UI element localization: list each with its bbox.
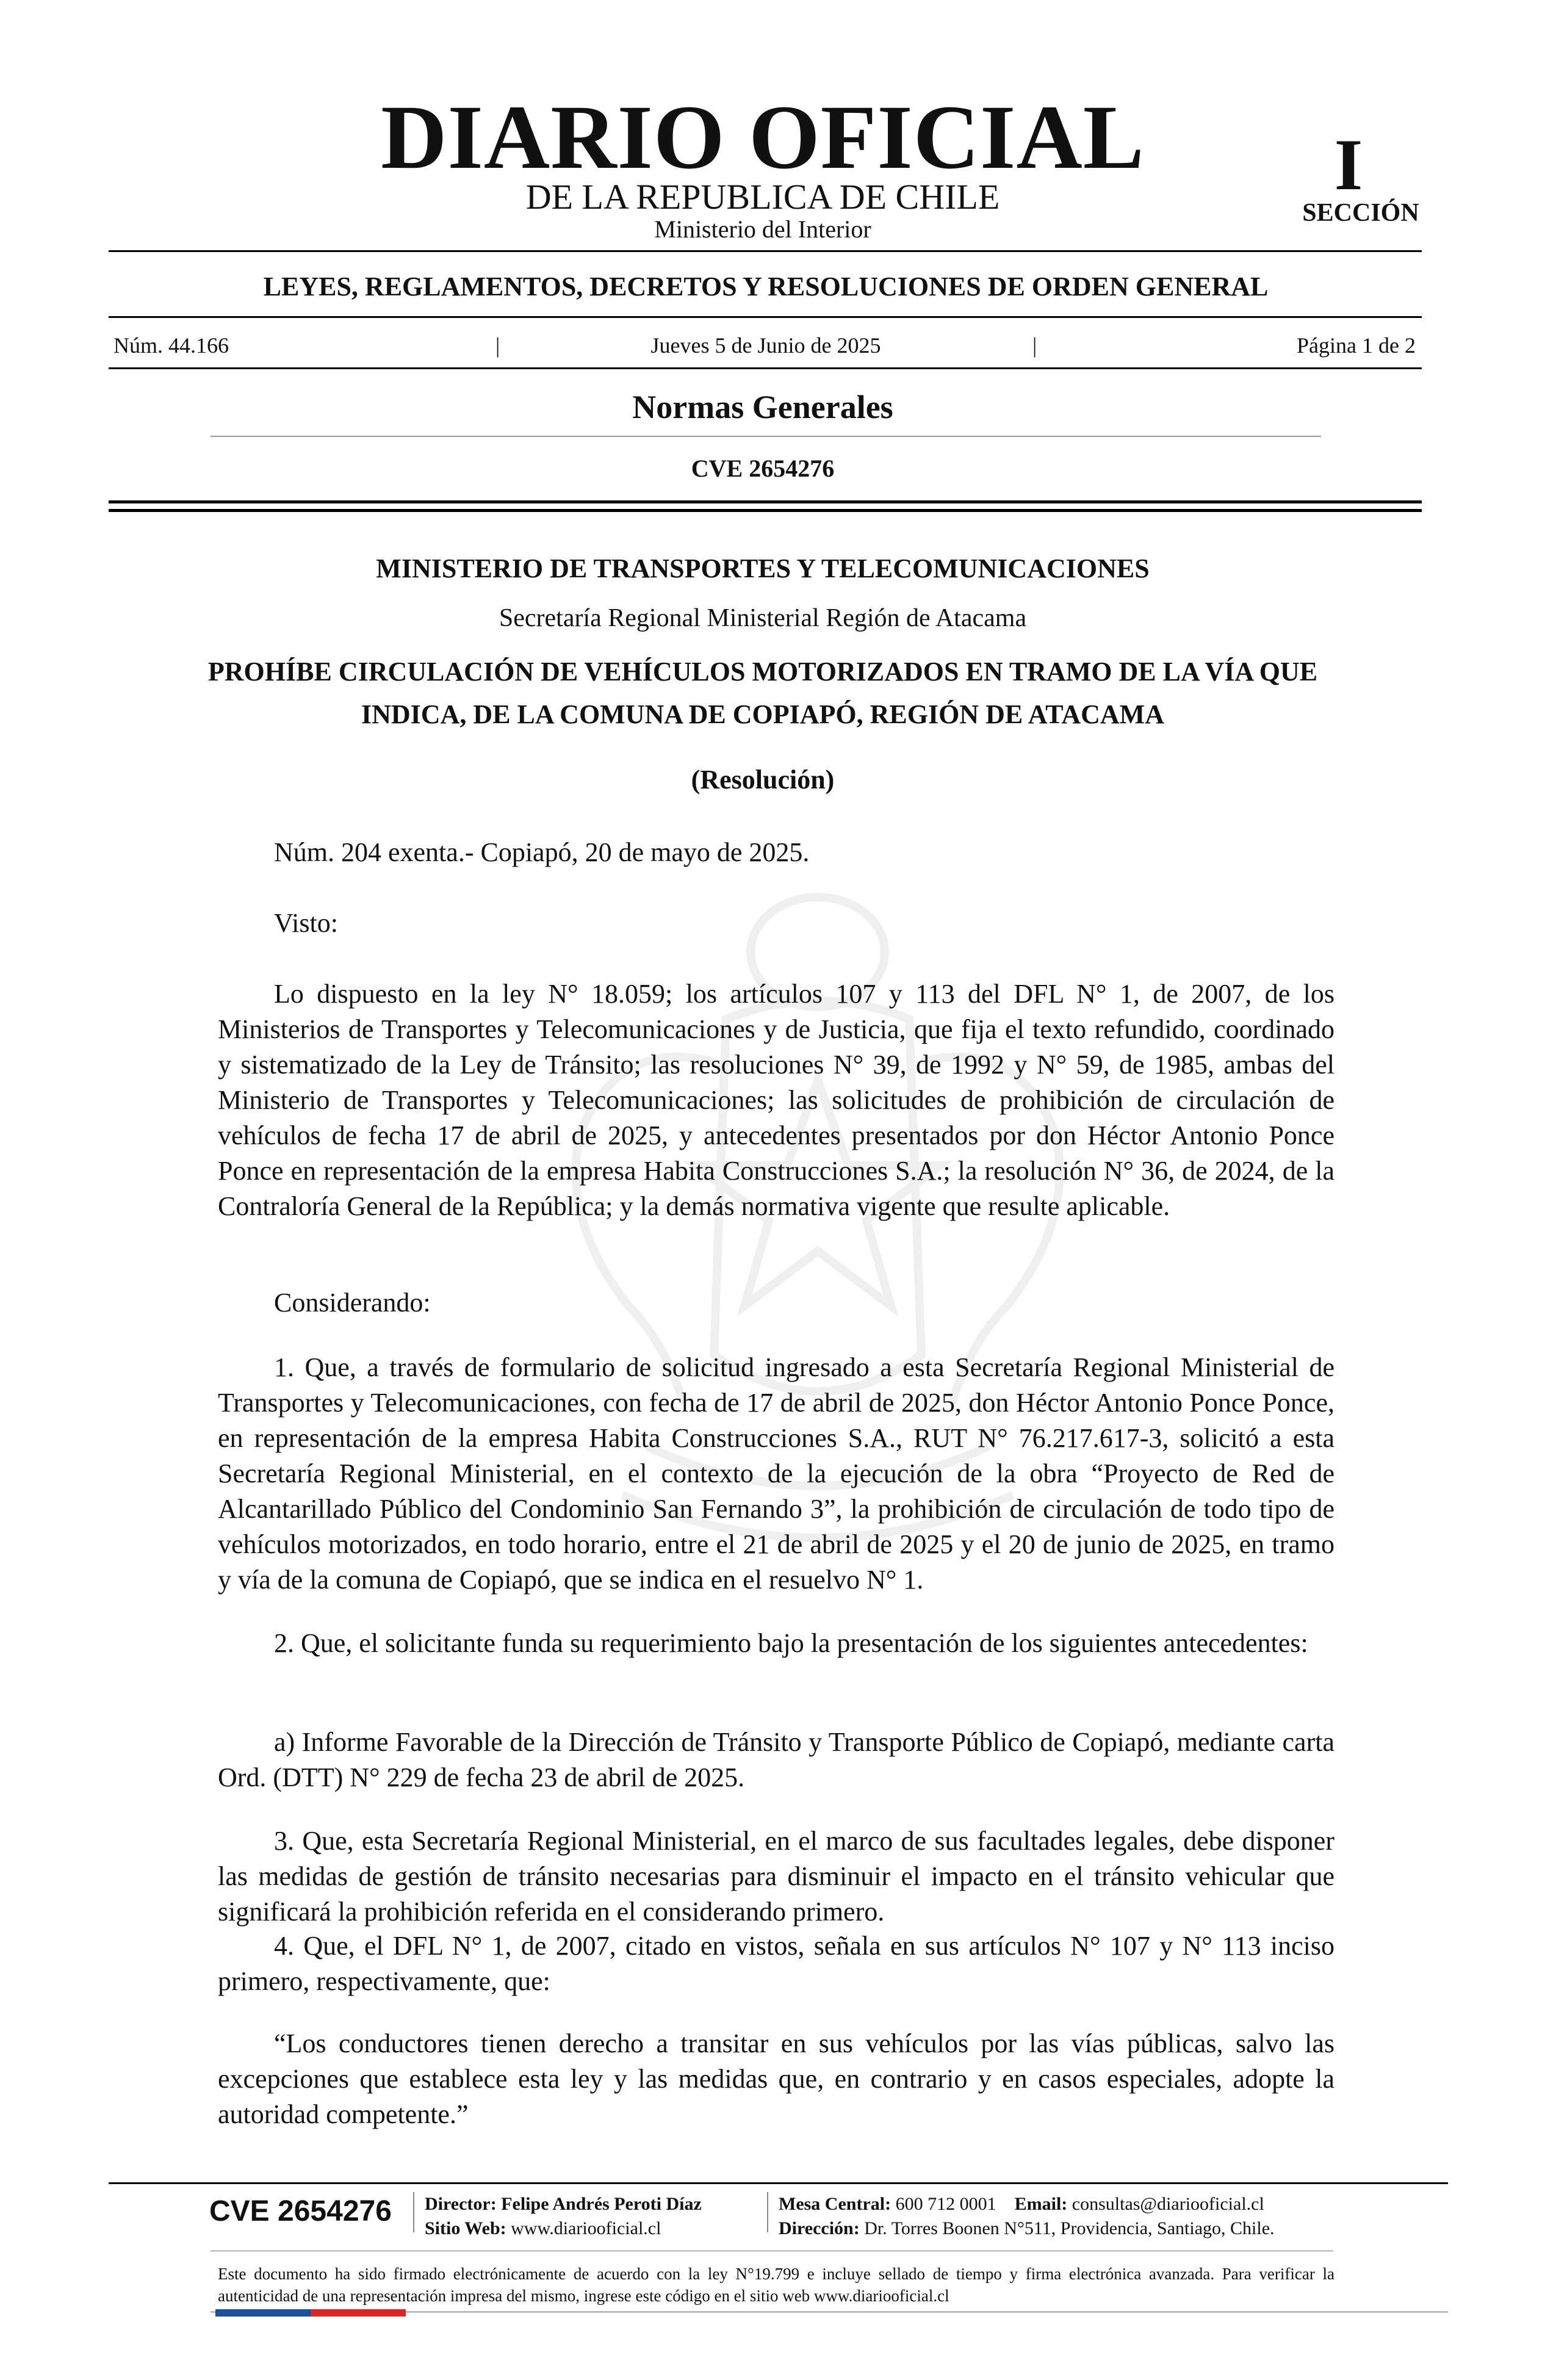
considerando-2a: a) Informe Favorable de la Dirección de Tránsito y Transporte Público de Copiapó, mediante carta Ord. (DTT) N° 229 de fecha 23 de abril de 2025. (218, 1727, 1334, 1792)
divider (109, 367, 1422, 369)
flag-stripe-blue (215, 2309, 311, 2317)
considerando-2: 2. Que, el solicitante funda su requerimiento bajo la presentación de los siguientes antecedentes: (274, 1628, 1308, 1658)
footer-director: Director: Felipe Andrés Peroti Díaz (425, 2194, 702, 2214)
considerando-1: 1. Que, a través de formulario de solicitud ingresado a esta Secretaría Regional Ministerial de Transportes y Telecomunicaciones, con fecha de 17 de abril de 2025, don Héctor Antonio Ponce Ponce, en representación de la empresa Habita Construcciones S.A., RUT N° 76.217.617-3, solicitó a esta Secretaría Regional Ministerial, en el contexto de la ejecución de la obra “Proyecto de Red de Alcantarillado Público del Condominio San Fernando 3”, la prohibición de circulación de todo tipo de vehículos motorizados, en todo horario, entre el 21 de abril de 2025 y el 20 de junio de 2025, en tramo y vía de la comuna de Copiapó, que se indica en el resuelvo N° 1. (218, 1352, 1334, 1595)
issue-number: Núm. 44.166 (113, 333, 229, 358)
flag-stripe-red (311, 2309, 406, 2317)
issue-date: Jueves 5 de Junio de 2025 (650, 333, 881, 358)
norm-category: Normas Generales (632, 389, 893, 425)
document-type: (Resolución) (691, 765, 835, 795)
section-number: I (1334, 124, 1363, 205)
newspaper-subtitle: DE LA REPUBLICA DE CHILE (525, 177, 1000, 217)
divider (211, 436, 1321, 437)
newspaper-title: DIARIO OFICIAL (381, 87, 1145, 188)
considerando-3: 3. Que, esta Secretaría Regional Ministerial, en el marco de sus facultades legales, debe disponer las medidas de gestión de tránsito necesarias para disminuir el impacto en el tránsito vehicular que significará la prohibición referida en el considerando primero. (218, 1826, 1334, 1927)
resolution-number: Núm. 204 exenta.- Copiapó, 20 de mayo de 2025. (274, 837, 810, 867)
section-banner: LEYES, REGLAMENTOS, DECRETOS Y RESOLUCIONES DE ORDEN GENERAL (263, 272, 1269, 301)
divider (109, 500, 1422, 503)
visto-heading: Visto: (274, 908, 338, 938)
website-link[interactable]: www.diariooficial.cl (511, 2218, 661, 2238)
divider (109, 316, 1422, 318)
footer-contact: Mesa Central: 600 712 0001 Email: consultas@diariooficial.cl (779, 2194, 1264, 2214)
legal-quote: “Los conductores tienen derecho a transitar en sus vehículos por las vías públicas, salvo las excepciones que establece esta ley y las medidas que, en contrario y en casos especiales, adopte la autoridad competente.” (218, 2028, 1334, 2129)
document-title: PROHÍBE CIRCULACIÓN DE VEHÍCULOS MOTORIZADOS EN TRAMO DE LA VÍA QUE INDICA, DE LA COMUNA DE COPIAPÓ, REGIÓN DE ATACAMA (207, 657, 1318, 729)
divider (413, 2192, 414, 2232)
section-label: SECCIÓN (1302, 199, 1419, 227)
meta-separator: | (1032, 333, 1037, 358)
footer-cve-code: CVE 2654276 (209, 2195, 392, 2227)
meta-separator: | (495, 333, 500, 358)
issuing-ministry: MINISTERIO DE TRANSPORTES Y TELECOMUNICACIONES (376, 554, 1150, 583)
divider (109, 250, 1422, 252)
publisher-ministry: Ministerio del Interior (654, 215, 871, 243)
considerando-4: 4. Que, el DFL N° 1, de 2007, citado en vistos, señala en sus artículos N° 107 y N° 113 inciso primero, respectivamente, que: (218, 1931, 1334, 1996)
footer-address: Dirección: Dr. Torres Boonen N°511, Providencia, Santiago, Chile. (779, 2218, 1275, 2238)
footer-website: Sitio Web: www.diariooficial.cl (425, 2218, 661, 2238)
considerando-heading: Considerando: (274, 1288, 431, 1318)
cve-code: CVE 2654276 (691, 455, 835, 482)
issuing-office: Secretaría Regional Ministerial Región de Atacama (499, 604, 1027, 632)
divider (767, 2192, 768, 2232)
divider (109, 2182, 1448, 2184)
divider (109, 509, 1422, 512)
visto-paragraph: Lo dispuesto en la ley N° 18.059; los artículos 107 y 113 del DFL N° 1, de 2007, de los Ministerios de Transportes y Telecomunicaciones y de Justicia, que fija el texto refundido, coordinado y sistematizado de la Ley de Tránsito; las resoluciones N° 39, de 1992 y N° 59, de 1985, ambas del Ministerio de Transportes y Telecomunicaciones; las solicitudes de prohibición de circulación de vehículos de fecha 17 de abril de 2025, y antecedentes presentados por don Héctor Antonio Ponce Ponce en representación de la empresa Habita Construcciones S.A.; la resolución N° 36, de 2024, de la Contraloría General de la República; y la demás normativa vigente que resulte aplicable. (218, 979, 1334, 1221)
legal-notice: Este documento ha sido firmado electrónicamente de acuerdo con la ley N°19.799 e incluye sellado de tiempo y firma electrónica avanzada. Para verificar la autenticidad de una representación impresa del mismo, ingrese este código en el sitio web www.diariooficial.cl (218, 2265, 1334, 2305)
page-indicator: Página 1 de 2 (1297, 333, 1416, 358)
email-link[interactable]: consultas@diariooficial.cl (1072, 2194, 1264, 2214)
